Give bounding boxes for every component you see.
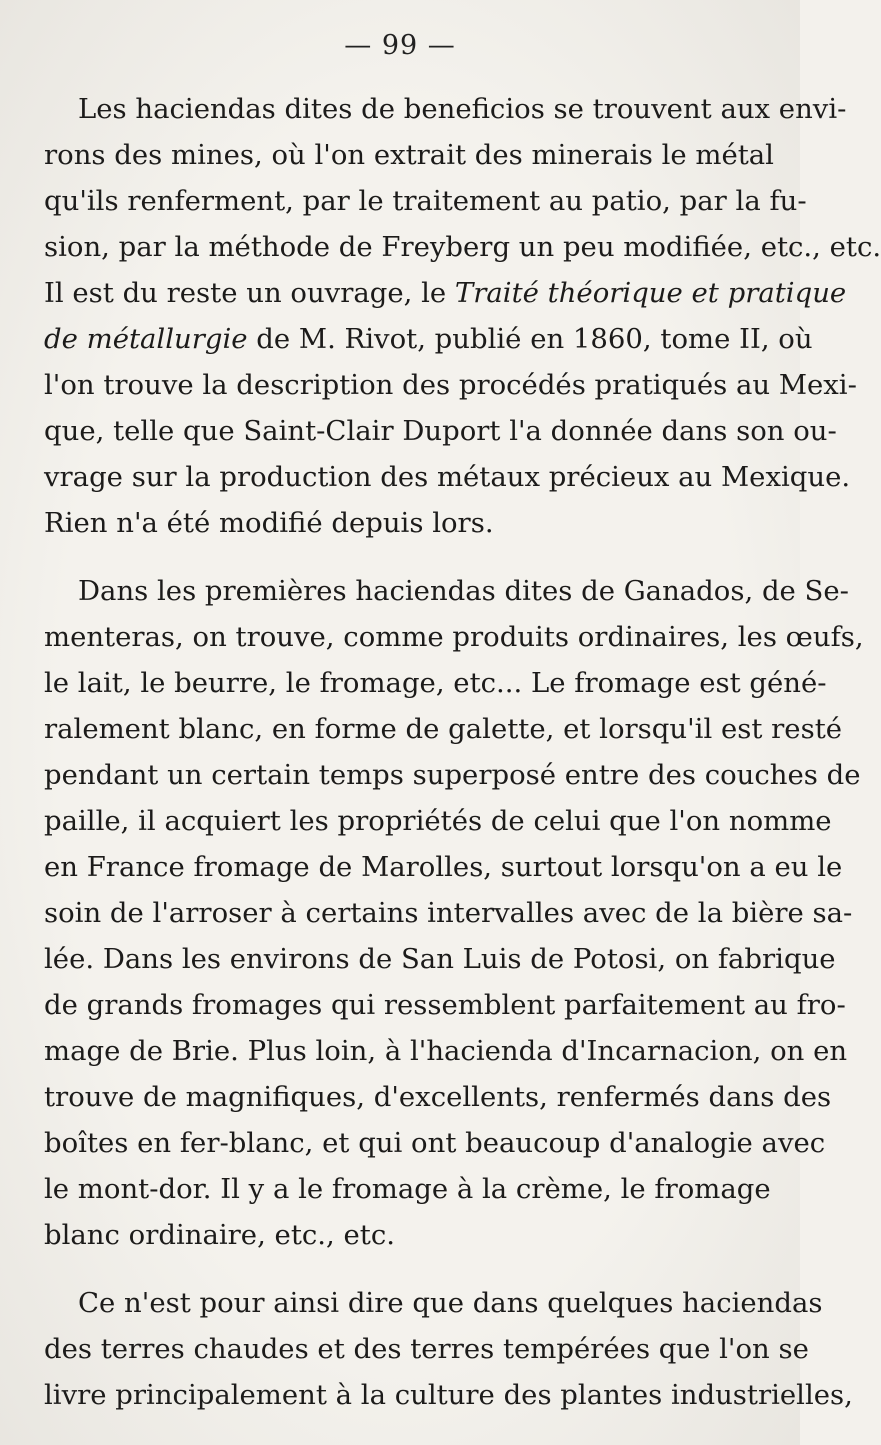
text-line: le lait, le beurre, le fromage, etc... Le fromage est géné-: [44, 667, 827, 699]
text-line: lée. Dans les environs de San Luis de Potosi, on fabrique: [44, 943, 836, 975]
text-line: paille, il acquiert les propriétés de celui que l'on nomme: [44, 805, 832, 837]
text-fragment: de M. Rivot, publié en 1860, tome II, où: [247, 323, 813, 355]
text-line: [44, 316, 813, 362]
text-line: de grands fromages qui ressemblent parfaitement au fro-: [44, 989, 846, 1021]
text-line: livre principalement à la culture des plantes industrielles,: [44, 1379, 853, 1411]
text-line: des terres chaudes et des terres tempérées que l'on se: [44, 1333, 809, 1365]
paragraph-2: [44, 568, 864, 1258]
text-line: blanc ordinaire, etc., etc.: [44, 1219, 395, 1251]
text-fragment: Il est du reste un ouvrage, le: [44, 277, 455, 309]
text-line: qu'ils renferment, par le traitement au patio, par la fu-: [44, 185, 807, 217]
text-line: Ce n'est pour ainsi dire que dans quelques haciendas: [78, 1287, 823, 1319]
text-line: ralement blanc, en forme de galette, et lorsqu'il est resté: [44, 713, 843, 745]
text-line: pendant un certain temps superposé entre des couches de: [44, 759, 861, 791]
text-line: Rien n'a été modifié depuis lors.: [44, 507, 494, 539]
text-line: en France fromage de Marolles, surtout lorsqu'on a eu le: [44, 851, 843, 883]
text-line: sion, par la méthode de Freyberg un peu modifiée, etc., etc.: [44, 231, 881, 263]
text-line: Les haciendas dites de beneficios se trouvent aux envi-: [78, 93, 847, 125]
italic-title: de métallurgie: [44, 323, 248, 355]
italic-title: Traité théorique et pratique: [454, 277, 847, 309]
text-line: l'on trouve la description des procédés pratiqués au Mexi-: [44, 369, 857, 401]
text-line: Dans les premières haciendas dites de Ganados, de Se-: [78, 575, 849, 607]
body-text: [44, 86, 881, 1418]
text-line: que, telle que Saint-Clair Duport l'a donnée dans son ou-: [44, 415, 837, 447]
paragraph-3: [44, 1280, 853, 1418]
paragraph-gap: [44, 1258, 760, 1280]
text-line: boîtes en fer-blanc, et qui ont beaucoup d'analogie avec: [44, 1127, 826, 1159]
text-line: mage de Brie. Plus loin, à l'hacienda d'Incarnacion, on en: [44, 1035, 848, 1067]
text-line: vrage sur la production des métaux précieux au Mexique.: [44, 461, 851, 493]
text-line: soin de l'arroser à certains intervalles avec de la bière sa-: [44, 897, 853, 929]
text-line: rons des mines, où l'on extrait des minerais le métal: [44, 139, 774, 171]
text-line: le mont-dor. Il y a le fromage à la crème, le fromage: [44, 1173, 771, 1205]
paragraph-1: [44, 86, 881, 546]
paragraph-gap: [44, 546, 760, 568]
text-line: [44, 270, 847, 316]
page-number: — 99 —: [344, 30, 456, 61]
text-line: trouve de magnifiques, d'excellents, renfermés dans des: [44, 1081, 832, 1113]
text-line: menteras, on trouve, comme produits ordinaires, les œufs,: [44, 621, 864, 653]
